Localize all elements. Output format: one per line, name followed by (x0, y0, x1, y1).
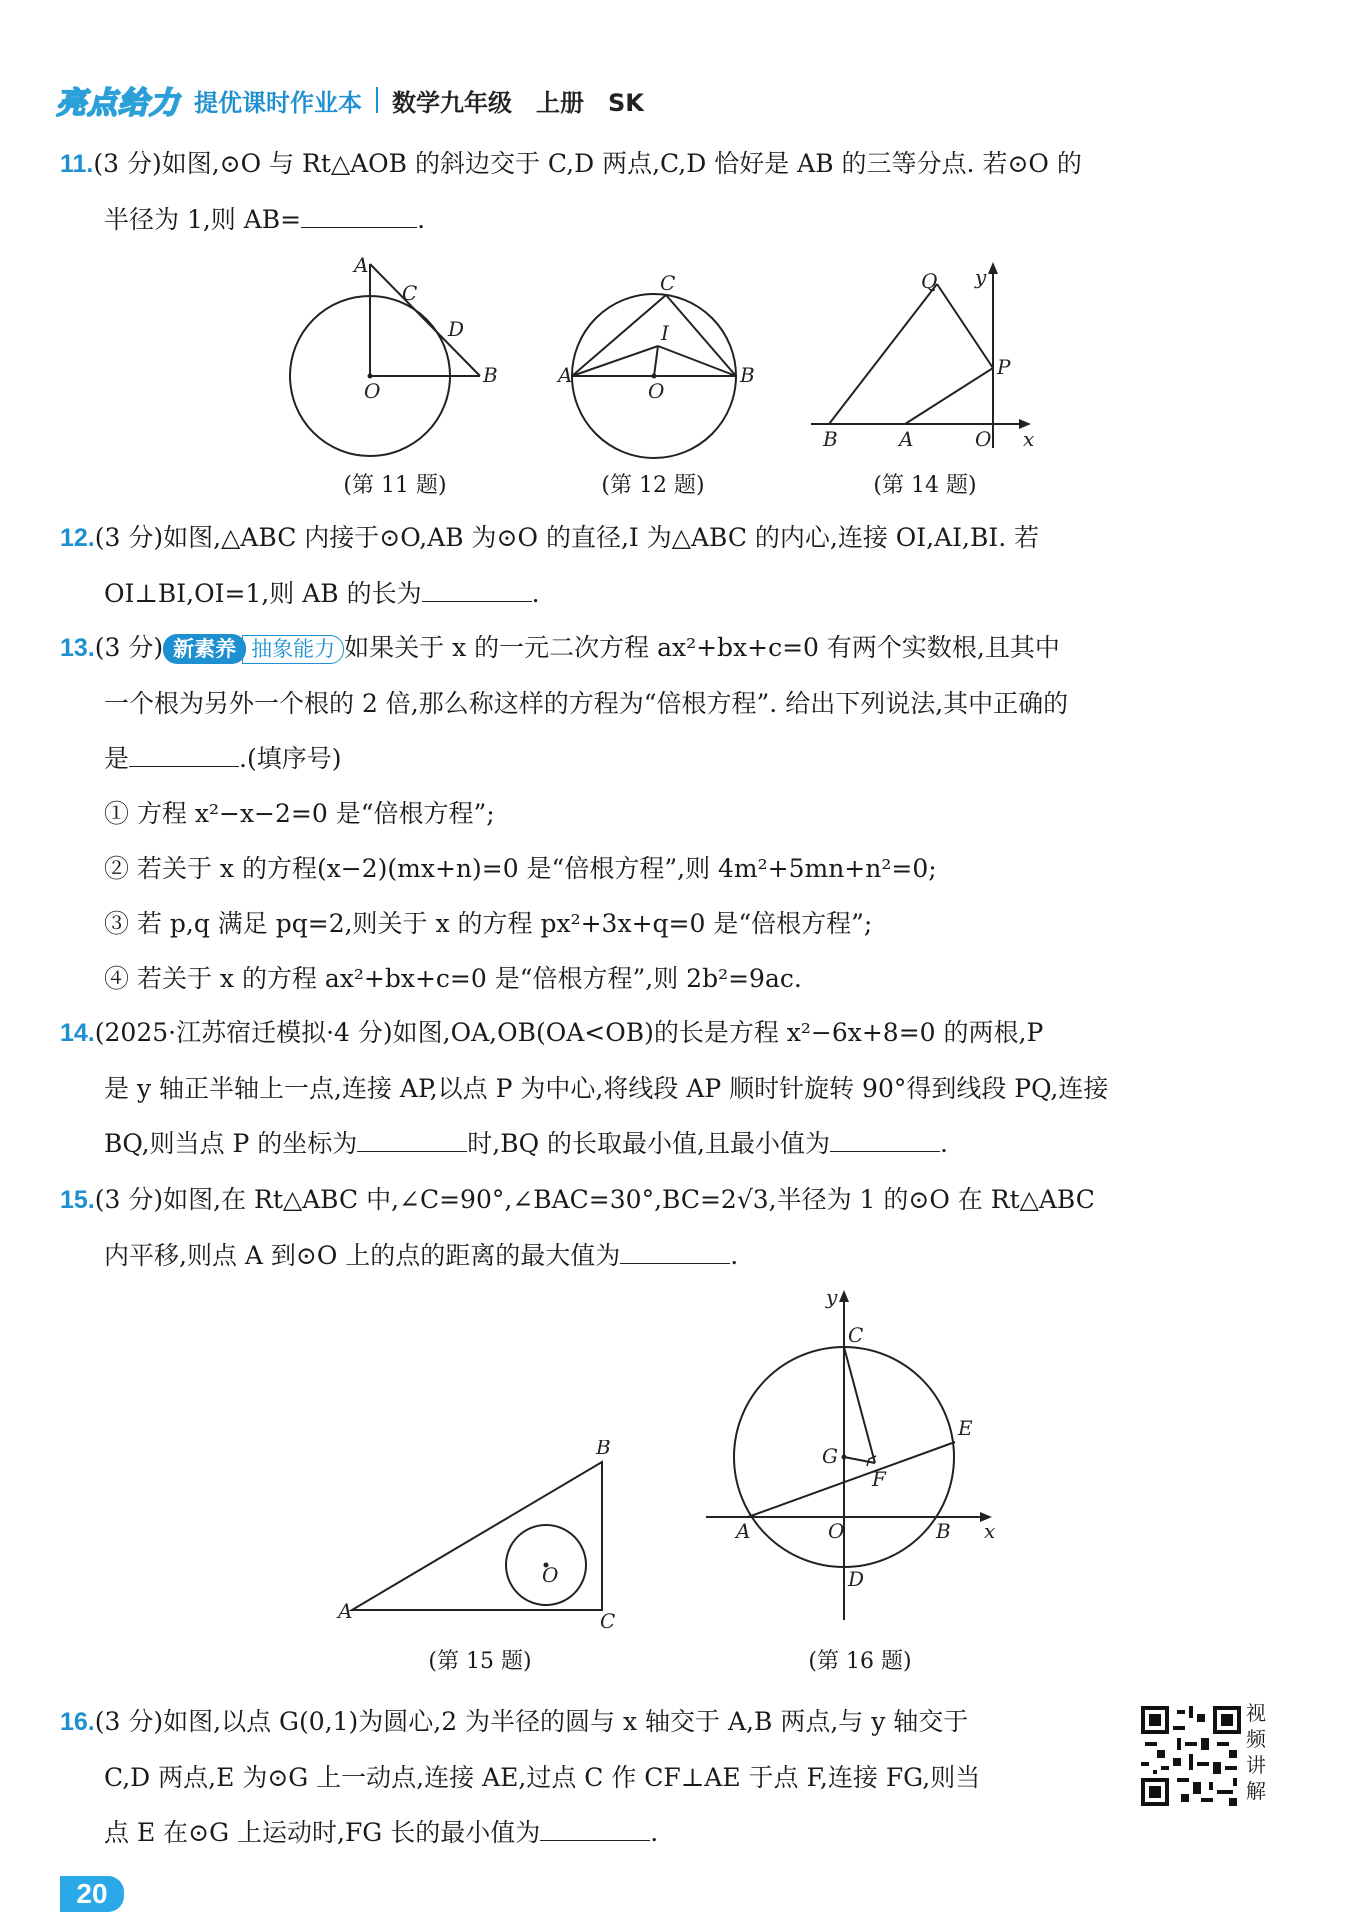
label-A: A (338, 1599, 353, 1623)
problem-12 (60, 510, 1270, 621)
label-Q: Q (921, 269, 938, 293)
figure-14-caption: (第 14 题) (873, 473, 977, 498)
figure-15 (330, 1440, 630, 1640)
problem-text: (3 分)如图,△ABC 内接于⊙O,AB 为⊙O 的直径,I 为△ABC 的内心,连接 OI,AI,BI. 若 (94, 523, 1040, 552)
label-O: O (542, 1563, 559, 1587)
problem-text: 时,BQ 的长取最小值,且最小值为 (467, 1129, 831, 1158)
answer-blank[interactable] (422, 579, 532, 602)
problem-11 (60, 136, 1270, 247)
problem-text: 如果关于 x 的一元二次方程 ax²+bx+c=0 有两个实数根,且其中 (344, 633, 1060, 662)
label-A: A (899, 427, 914, 451)
figure-11-caption: (第 11 题) (343, 473, 447, 498)
subject-title: 数学九年级 上册 SK (392, 88, 644, 117)
problem-15 (60, 1172, 1270, 1283)
figure-16-caption: (第 16 题) (808, 1649, 912, 1674)
statement-item: ④ 若关于 x 的方程 ax²+bx+c=0 是“倍根方程”,则 2b²=9ac. (104, 964, 802, 993)
label-P: P (997, 355, 1011, 379)
problem-number: 12. (60, 524, 95, 552)
answer-blank[interactable] (129, 744, 239, 767)
punctuation: . (730, 1241, 739, 1270)
label-B: B (740, 363, 755, 387)
label-O: O (648, 379, 665, 403)
label-O: O (364, 379, 381, 403)
label-B: B (596, 1440, 611, 1459)
figure-15-caption: (第 15 题) (428, 1649, 532, 1674)
label-C: C (402, 281, 418, 305)
statement-item: ③ 若 p,q 满足 pq=2,则关于 x 的方程 px²+3x+q=0 是“倍根方程”; (104, 909, 873, 938)
label-y: y (826, 1285, 838, 1309)
punctuation: . (940, 1129, 948, 1158)
problem-14 (60, 1005, 1270, 1171)
problem-number: 16. (60, 1708, 95, 1736)
label-C: C (848, 1323, 864, 1347)
answer-blank[interactable] (357, 1129, 467, 1152)
answer-blank[interactable] (540, 1818, 650, 1841)
label-O: O (975, 427, 992, 451)
label-x: x (984, 1519, 996, 1543)
punctuation: . (417, 205, 426, 234)
problem-text: 点 E 在⊙G 上运动时,FG 长的最小值为 (104, 1818, 541, 1847)
qr-label: 视频讲解 (1246, 1701, 1266, 1803)
answer-blank[interactable] (620, 1241, 730, 1264)
ability-tag: 抽象能力 (242, 635, 344, 664)
label-A: A (558, 363, 573, 387)
brand-logo: 亮点给力 (56, 86, 180, 121)
problem-text: 内平移,则点 A 到⊙O 上的点的距离的最大值为 (104, 1241, 621, 1270)
label-G: G (822, 1444, 838, 1468)
problem-13 (60, 620, 1270, 1006)
figure-12-caption: (第 12 题) (601, 473, 705, 498)
label-B: B (936, 1519, 951, 1543)
page-header (56, 80, 644, 120)
label-F: F (872, 1467, 886, 1491)
label-O: O (828, 1519, 845, 1543)
problem-text: BQ,则当点 P 的坐标为 (104, 1129, 358, 1158)
label-A: A (736, 1519, 751, 1543)
problem-number: 15. (60, 1186, 95, 1214)
problem-text: OI⊥BI,OI=1,则 AB 的长为 (104, 579, 422, 608)
label-D: D (448, 317, 465, 341)
problem-number: 11. (60, 150, 94, 178)
problem-text: C,D 两点,E 为⊙G 上一动点,连接 AE,过点 C 作 CF⊥AE 于点 F,连接 FG,则当 (104, 1763, 981, 1792)
punctuation: . (531, 579, 540, 608)
problem-16 (60, 1694, 1130, 1860)
figure-12 (548, 268, 758, 468)
label-B: B (823, 427, 838, 451)
problem-text: (2025·江苏宿迁模拟·4 分)如图,OA,OB(OA<OB)的长是方程 x²−6x+8=0 的两根,P (94, 1018, 1044, 1047)
problem-number: 13. (60, 634, 95, 662)
series-title: 提优课时作业本 (194, 88, 362, 117)
video-qr-code-icon[interactable] (1141, 1706, 1241, 1806)
problem-text: (3 分)如图,以点 G(0,1)为圆心,2 为半径的圆与 x 轴交于 A,B 两点,与 y 轴交于 (94, 1707, 969, 1736)
problem-text: (3 分)如图,⊙O 与 Rt△AOB 的斜边交于 C,D 两点,C,D 恰好是 AB 的三等分点. 若⊙O 的 (93, 149, 1082, 178)
page-number: 20 (60, 1876, 124, 1912)
statement-item: ① 方程 x²−x−2=0 是“倍根方程”; (104, 799, 495, 828)
figure-11 (280, 252, 510, 467)
label-I: I (661, 321, 669, 345)
label-A: A (354, 253, 369, 277)
label-C: C (660, 271, 676, 295)
problem-text: 一个根为另外一个根的 2 倍,那么称这样的方程为“倍根方程”. 给出下列说法,其中正确的 (104, 689, 1069, 718)
problem-text: (3 分)如图,在 Rt△ABC 中,∠C=90°,∠BAC=30°,BC=2√3,半径为 1 的⊙O 在 Rt△ABC (94, 1185, 1095, 1214)
figure-14 (805, 256, 1045, 456)
problem-number: 14. (60, 1019, 95, 1047)
label-B: B (483, 363, 498, 387)
new-literacy-tag: 新素养 (163, 634, 246, 664)
problem-text: 是 (104, 744, 130, 773)
answer-blank[interactable] (301, 205, 417, 228)
problem-text: 半径为 1,则 AB= (104, 205, 302, 234)
problem-score: (3 分) (94, 633, 164, 662)
label-E: E (958, 1416, 973, 1440)
problem-text: 是 y 轴正半轴上一点,连接 AP,以点 P 为中心,将线段 AP 顺时针旋转 90°得到线段 PQ,连接 (104, 1074, 1109, 1103)
problem-text: .(填序号) (239, 744, 342, 773)
label-D: D (848, 1567, 865, 1591)
answer-blank[interactable] (830, 1129, 940, 1152)
statement-item: ② 若关于 x 的方程(x−2)(mx+n)=0 是“倍根方程”,则 4m²+5mn+n²=0; (104, 854, 937, 883)
punctuation: . (650, 1818, 659, 1847)
header-divider (376, 87, 378, 113)
figure-16 (700, 1280, 1000, 1620)
label-C: C (600, 1609, 616, 1633)
label-y: y (975, 265, 987, 289)
label-x: x (1023, 427, 1035, 451)
